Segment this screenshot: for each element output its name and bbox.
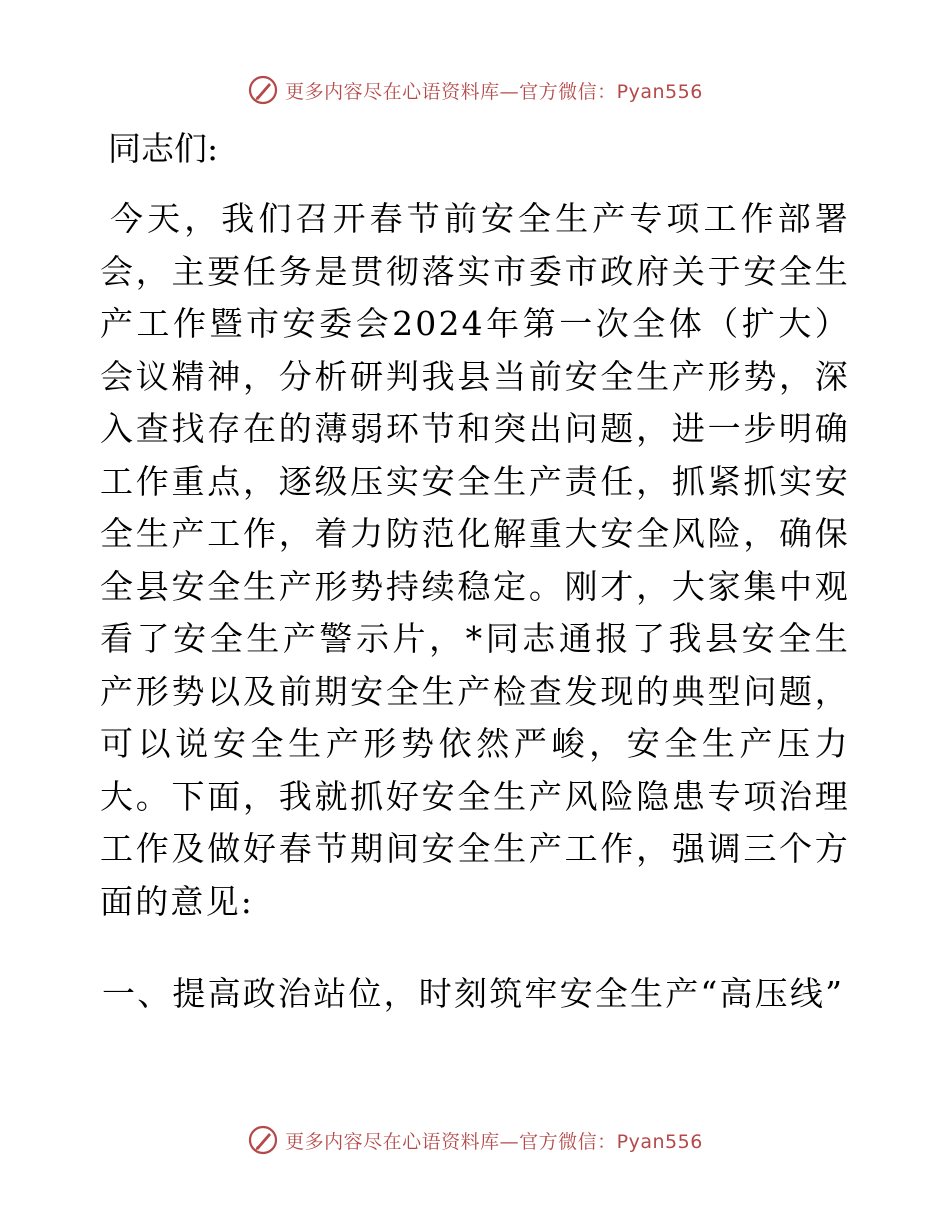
body-paragraph: 今天，我们召开春节前安全生产专项工作部署会，主要任务是贯彻落实市委市政府关于安全生产工作暨市安委会2024年第一次全体（扩大）会议精神，分析研判我县当前安全生产形势，深入查找存在的薄弱环节和突出问题，进一步明确工作重点，逐级压实安全生产责任，抓紧抓实安全生产工作，着力防范化解重大安全风险，确保全县安全生产形势持续稳定。刚才，大家集中观看了安全生产警示片，*同志通报了我县安全生产形势以及前期安全生产检查发现的典型问题，可以说安全生产形势依然严峻，安全生产压力大。下面，我就抓好安全生产风险隐患专项治理工作及做好春节期间安全生产工作，强调三个方面的意见: (100, 199, 850, 921)
watermark-wechat-id: Pyan556 (616, 1130, 703, 1153)
salutation: 同志们: (108, 129, 219, 168)
section-heading: 一、提高政治站位，时刻筑牢安全生产“高压线” (102, 974, 845, 1013)
watermark-prefix: 更多内容尽在心语资料库—官方微信： (285, 80, 617, 103)
watermark-wechat-id: Pyan556 (616, 80, 703, 103)
watermark-footer (0, 1120, 950, 1160)
watermark-header (0, 70, 950, 110)
quill-pen-logo-icon (247, 1124, 279, 1156)
watermark-prefix: 更多内容尽在心语资料库—官方微信： (285, 1130, 617, 1153)
watermark-text (285, 77, 703, 104)
watermark-text (285, 1127, 703, 1154)
quill-pen-logo-icon (247, 74, 279, 106)
